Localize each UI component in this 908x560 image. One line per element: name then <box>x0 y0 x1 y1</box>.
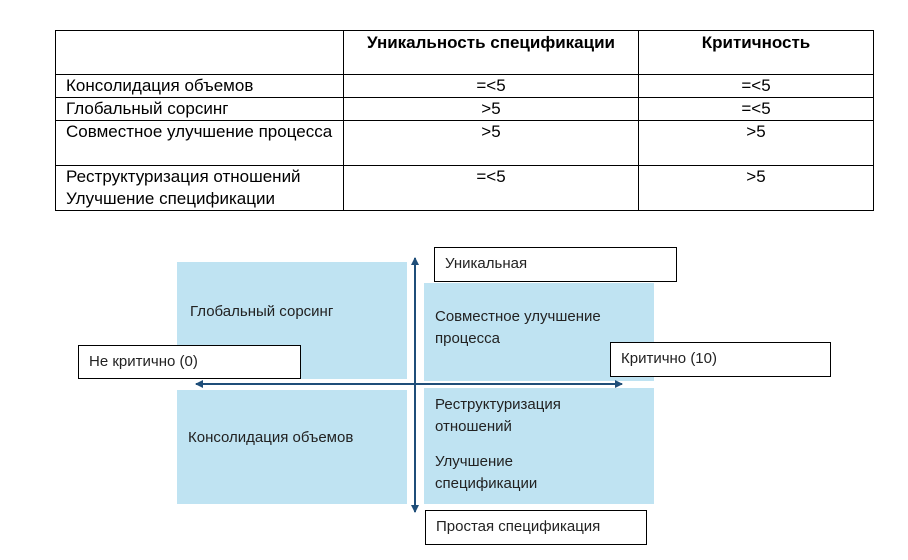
uniqueness-value: =<5 <box>344 166 639 211</box>
row-label: Реструктуризация отношений Улучшение спецификации <box>56 166 344 211</box>
quadrant-top-left-label: Глобальный сорсинг <box>190 303 334 320</box>
criticality-value: >5 <box>639 166 874 211</box>
axis-right-label: Критично (10) <box>610 342 831 377</box>
quadrant-top-right-label: Совместное улучшение процесса <box>435 308 601 347</box>
axis-left-label: Не критично (0) <box>78 345 301 379</box>
axis-bottom-label: Простая спецификация <box>425 510 647 545</box>
row-label: Совместное улучшение процесса <box>56 121 344 166</box>
table-header-uniqueness: Уникальность спецификации <box>344 31 639 75</box>
table-header-criticality: Критичность <box>639 31 874 75</box>
quadrant-bottom-left-label: Консолидация объемов <box>188 429 354 446</box>
uniqueness-value: =<5 <box>344 75 639 98</box>
uniqueness-value: >5 <box>344 98 639 121</box>
quadrant-bottom-right-label-2: Улучшение спецификации <box>435 453 538 492</box>
axis-top-label: Уникальная <box>434 247 677 282</box>
criticality-value: >5 <box>639 121 874 166</box>
quadrant-bottom-right-label-1: Реструктуризация отношений <box>435 396 561 435</box>
uniqueness-value: >5 <box>344 121 639 166</box>
row-label: Консолидация объемов <box>56 75 344 98</box>
criticality-value: =<5 <box>639 98 874 121</box>
row-label: Глобальный сорсинг <box>56 98 344 121</box>
criticality-value: =<5 <box>639 75 874 98</box>
